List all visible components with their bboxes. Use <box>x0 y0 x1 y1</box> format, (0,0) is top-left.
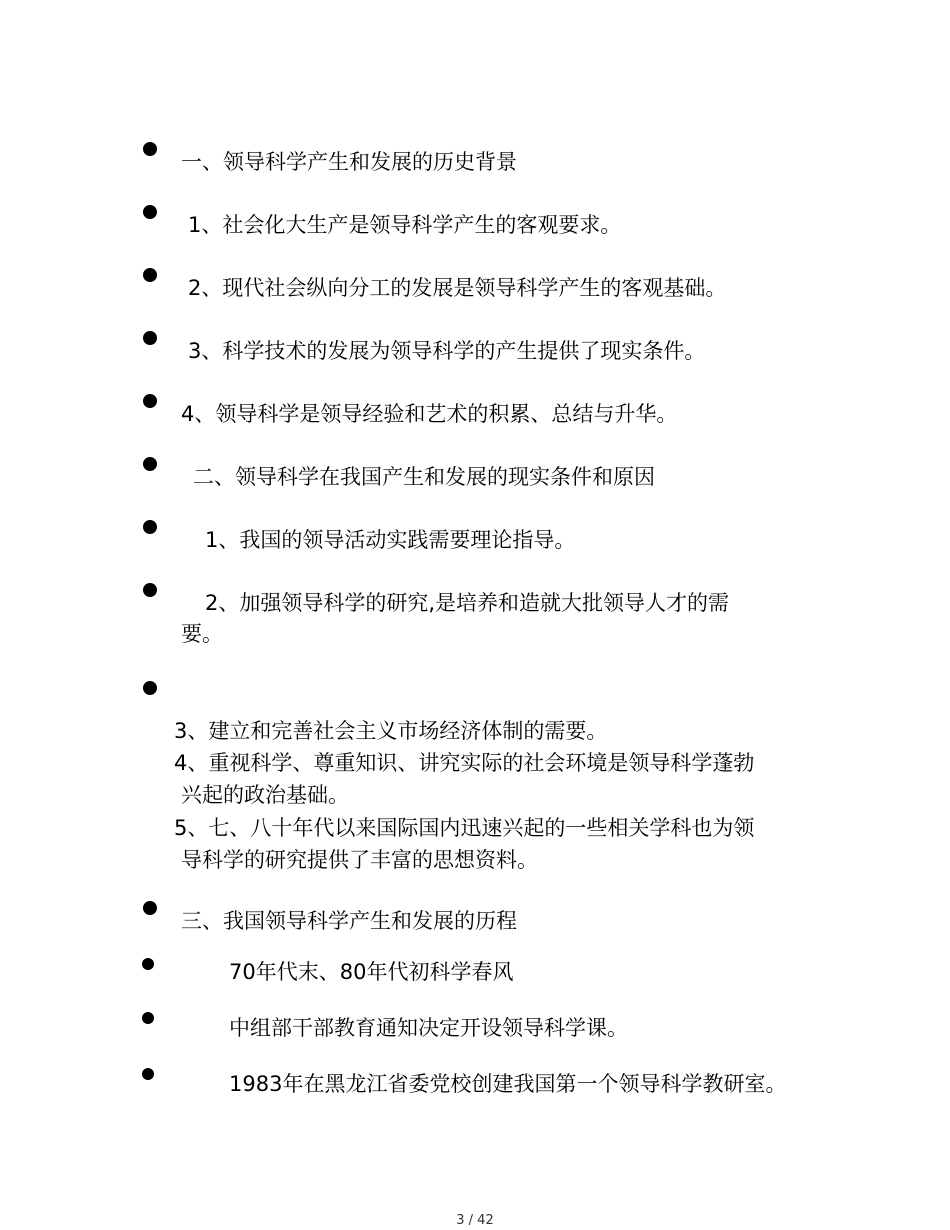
heading-2: 二、领导科学在我国产生和发展的现实条件和原因 <box>193 465 655 489</box>
list-item: 1、我国的领导活动实践需要理论指导。 <box>205 528 576 552</box>
list-item: 2、现代社会纵向分工的发展是领导科学产生的客观基础。 <box>188 276 727 300</box>
bullet-icon <box>143 142 157 156</box>
list-item: 3、科学技术的发展为领导科学的产生提供了现实条件。 <box>188 339 706 363</box>
heading-1: 一、领导科学产生和发展的历史背景 <box>181 150 517 174</box>
bullet-icon <box>142 1068 154 1080</box>
list-item: 2、加强领导科学的研究,是培养和造就大批领导人才的需 <box>205 591 730 615</box>
heading-3: 三、我国领导科学产生和发展的历程 <box>181 909 517 933</box>
list-item: 3、建立和完善社会主义市场经济体制的需要。 <box>174 719 608 743</box>
list-item: 70年代末、80年代初科学春风 <box>229 960 514 984</box>
bullet-icon <box>142 1012 154 1024</box>
list-item: 中组部干部教育通知决定开设领导科学课。 <box>229 1016 628 1040</box>
bullet-icon <box>143 681 157 695</box>
bullet-icon <box>143 901 157 915</box>
bullet-icon <box>143 457 157 471</box>
bullet-icon <box>143 268 157 282</box>
list-item-continuation: 兴起的政治基础。 <box>181 783 349 807</box>
list-item: 4、领导科学是领导经验和艺术的积累、总结与升华。 <box>181 402 678 426</box>
list-item: 1983年在黑龙江省委党校创建我国第一个领导科学教研室。 <box>229 1072 787 1096</box>
list-item: 5、七、八十年代以来国际国内迅速兴起的一些相关学科也为领 <box>174 816 755 840</box>
bullet-icon <box>143 331 157 345</box>
bullet-icon <box>143 205 157 219</box>
bullet-icon <box>143 520 157 534</box>
bullet-icon <box>143 583 157 597</box>
list-item-continuation: 要。 <box>181 622 223 646</box>
list-item: 4、重视科学、尊重知识、讲究实际的社会环境是领导科学蓬勃 <box>174 751 755 775</box>
bullet-icon <box>142 958 154 970</box>
list-item: 1、社会化大生产是领导科学产生的客观要求。 <box>188 213 622 237</box>
list-item-continuation: 导科学的研究提供了丰富的思想资料。 <box>181 848 538 872</box>
bullet-icon <box>143 394 157 408</box>
page-indicator: 3 / 42 <box>456 1213 494 1228</box>
